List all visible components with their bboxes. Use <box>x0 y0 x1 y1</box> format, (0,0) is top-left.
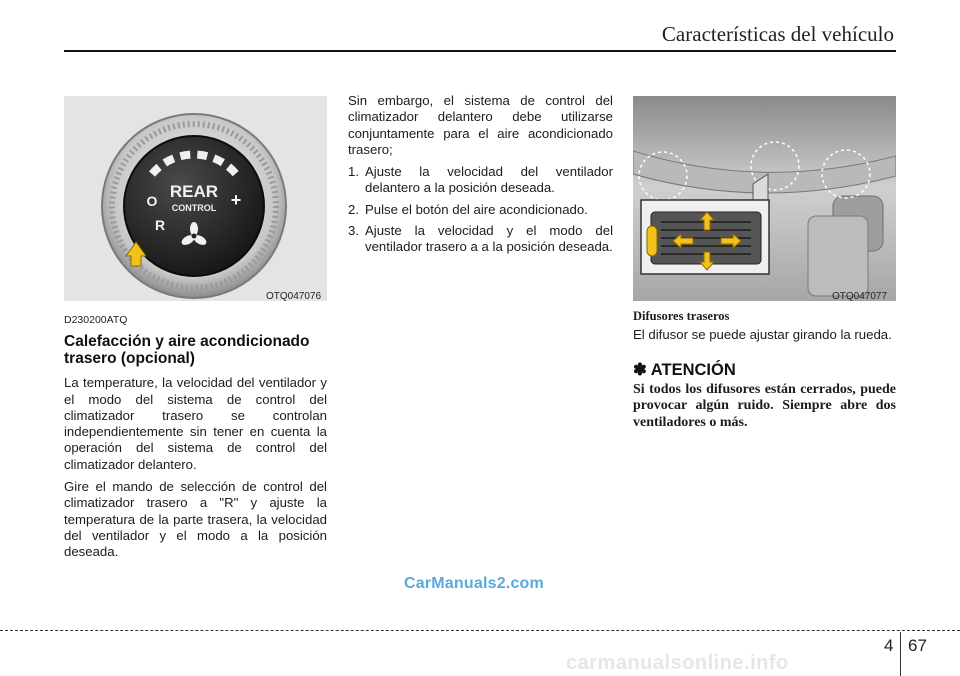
column-middle <box>348 93 613 261</box>
page-header-title: Características del vehículo <box>661 22 894 46</box>
site-watermark: carmanualsonline.info <box>566 652 789 674</box>
step-text: Pulse el botón del aire acondicionado. <box>365 201 588 217</box>
figure-caption: Difusores traseros <box>633 309 730 323</box>
section-title: Calefacción y aire acondicionado trasero (opcional) <box>64 333 310 368</box>
step-number: 2. <box>348 201 359 217</box>
caption-description: El difusor se puede ajustar girando la rueda. <box>633 327 892 343</box>
rear-control-dial-illustration <box>64 96 327 301</box>
carmanuals-watermark: CarManuals2.com <box>404 575 544 592</box>
column-left <box>64 312 327 567</box>
step-text: Ajuste la velocidad y el modo del ventilador trasero a a la posición deseada. <box>365 223 613 255</box>
step-item <box>348 202 613 218</box>
warning-title: ✽ ATENCIÓN <box>633 360 736 379</box>
step-number: 3. <box>348 223 359 239</box>
dial-marker-rear: R <box>154 217 166 233</box>
page-number-divider <box>900 632 901 676</box>
figure-code-rear-control: OTQ047076 <box>266 291 322 302</box>
vent-wheel <box>647 226 657 256</box>
dial-label-control: CONTROL <box>171 203 217 213</box>
section-number: 4 <box>884 636 894 655</box>
step-text: Ajuste la velocidad del ventilador delantero a la posición deseada. <box>365 164 613 196</box>
paragraph-intro: La temperature, la velocidad del ventilador y el modo del sistema de control del climatizador trasero se controlan independientemente sin tener en cuenta la operación del sistema de control del climatizador delantero. <box>64 375 327 472</box>
dial-marker-off: O <box>146 193 158 209</box>
dial-label-rear: REAR <box>169 182 219 201</box>
steps-list <box>348 164 613 255</box>
document-code: D230200ATQ <box>64 314 128 326</box>
step-number: 1. <box>348 164 359 180</box>
footer-rule <box>0 630 960 631</box>
rear-control-dial-figure <box>64 96 327 301</box>
figure-code-rear-vents: OTQ047077 <box>832 291 888 302</box>
header-rule <box>64 50 896 52</box>
rear-vents-figure <box>633 96 896 301</box>
step-item <box>348 164 613 197</box>
paragraph-front-control-note: Sin embargo, el sistema de control del climatizador delantero debe utilizarse conjuntamente para el aire acondicionado trasero; <box>348 93 613 157</box>
paragraph-instructions: Gire el mando de selección de control del climatizador trasero a "R" y ajuste la temperatura de la parte trasera, la velocidad del ventilador y el modo a la posición deseada. <box>64 479 327 560</box>
step-item <box>348 223 613 256</box>
warning-text: Si todos los difusores están cerrados, puede provocar algún ruido. Siempre abre dos ventiladores o más. <box>633 381 896 430</box>
dial-marker-plus: + <box>230 190 242 210</box>
page-number: 67 <box>908 636 927 655</box>
column-right <box>633 308 896 431</box>
rear-vents-illustration <box>633 96 896 301</box>
